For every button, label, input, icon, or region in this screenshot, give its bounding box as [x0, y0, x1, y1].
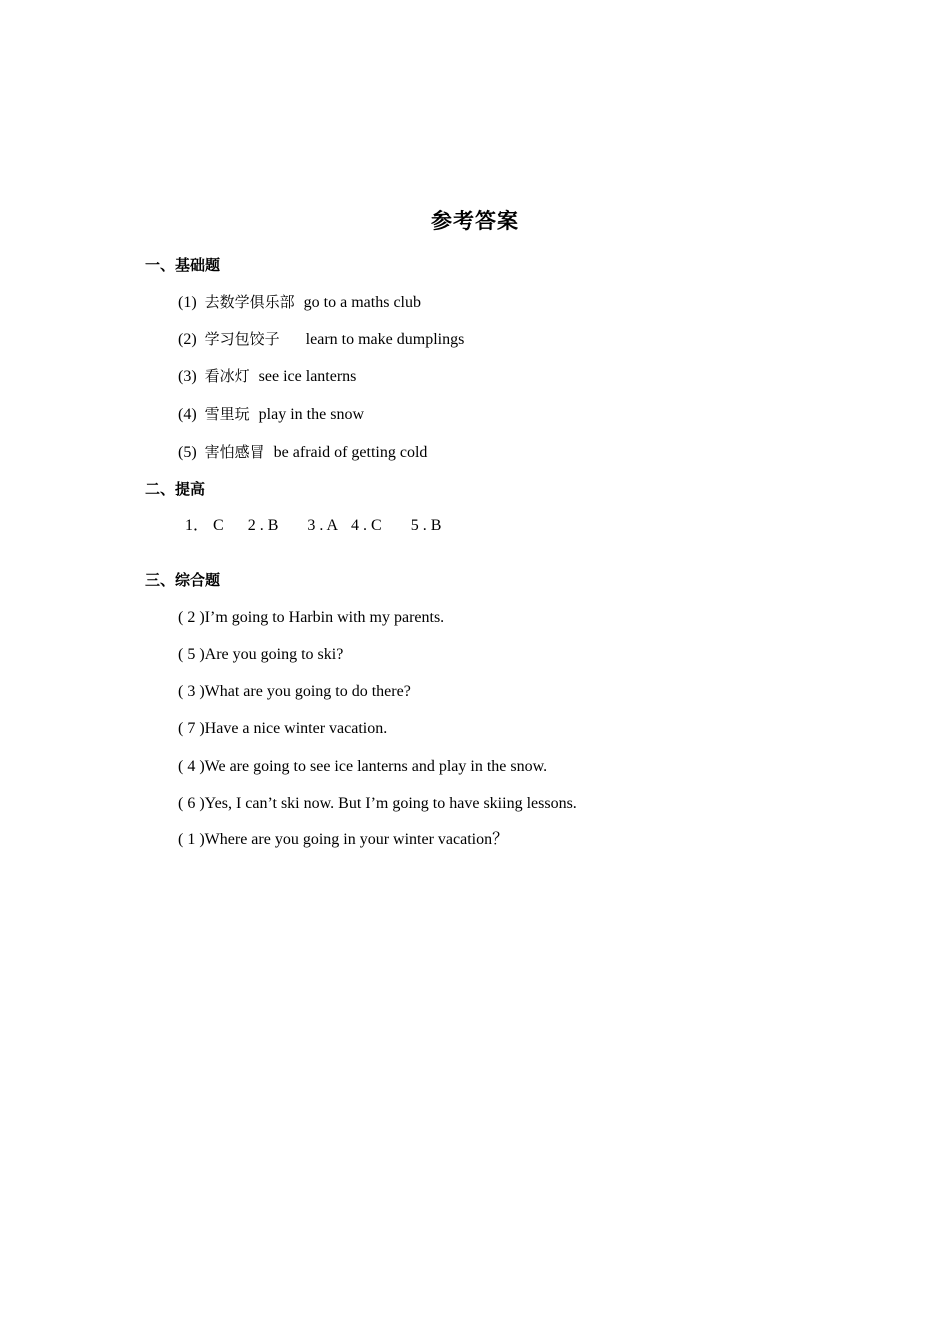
- answer-3: 3 . A: [307, 517, 339, 534]
- basic-item-1: [178, 291, 421, 314]
- item-english: play in the snow: [258, 406, 364, 423]
- item-english: go to a maths club: [303, 294, 421, 311]
- answer-4: 4 . C: [351, 517, 382, 534]
- item-number: (4): [178, 406, 197, 423]
- item-chinese: 害怕感冒: [204, 443, 265, 461]
- answer-5: 5 . B: [410, 517, 442, 534]
- page-title: 参考答案: [431, 209, 519, 233]
- answer-row: [185, 515, 441, 537]
- section-heading-comprehensive: 三、综合题: [145, 571, 221, 589]
- answer-2: 2 . B: [247, 517, 279, 534]
- dialogue-line-6: ( 6 )Yes, I can’t ski now. But I’m going to have skiing lessons.: [178, 795, 577, 812]
- item-number: (1): [178, 294, 197, 311]
- item-chinese: 雪里玩: [204, 405, 250, 423]
- item-english: be afraid of getting cold: [273, 444, 428, 461]
- item-number: (3): [178, 368, 197, 385]
- basic-item-3: [178, 365, 356, 388]
- item-chinese: 学习包饺子: [204, 330, 280, 348]
- dialogue-line-1: ( 2 )I’m going to Harbin with my parents.: [178, 609, 445, 626]
- dialogue-line-2: ( 5 )Are you going to ski?: [178, 646, 344, 663]
- dialogue-line-7: ( 1 )Where are you going in your winter vacation？: [178, 831, 509, 848]
- item-number: (5): [178, 444, 197, 461]
- dialogue-line-3: ( 3 )What are you going to do there?: [178, 683, 411, 700]
- item-number: (2): [178, 331, 197, 348]
- item-chinese: 看冰灯: [204, 367, 250, 385]
- basic-item-2: [178, 328, 464, 351]
- item-english: see ice lanterns: [258, 368, 357, 385]
- basic-item-5: [178, 441, 427, 464]
- answer-1: 1． C: [185, 517, 224, 534]
- dialogue-line-5: ( 4 )We are going to see ice lanterns and play in the snow.: [178, 758, 548, 775]
- section-heading-basic: 一、基础题: [145, 256, 221, 274]
- dialogue-line-4: ( 7 )Have a nice winter vacation.: [178, 720, 388, 737]
- item-english: learn to make dumplings: [305, 331, 465, 348]
- item-chinese: 去数学俱乐部: [204, 293, 295, 311]
- section-heading-improve: 二、提高: [145, 480, 206, 498]
- basic-item-4: [178, 403, 364, 426]
